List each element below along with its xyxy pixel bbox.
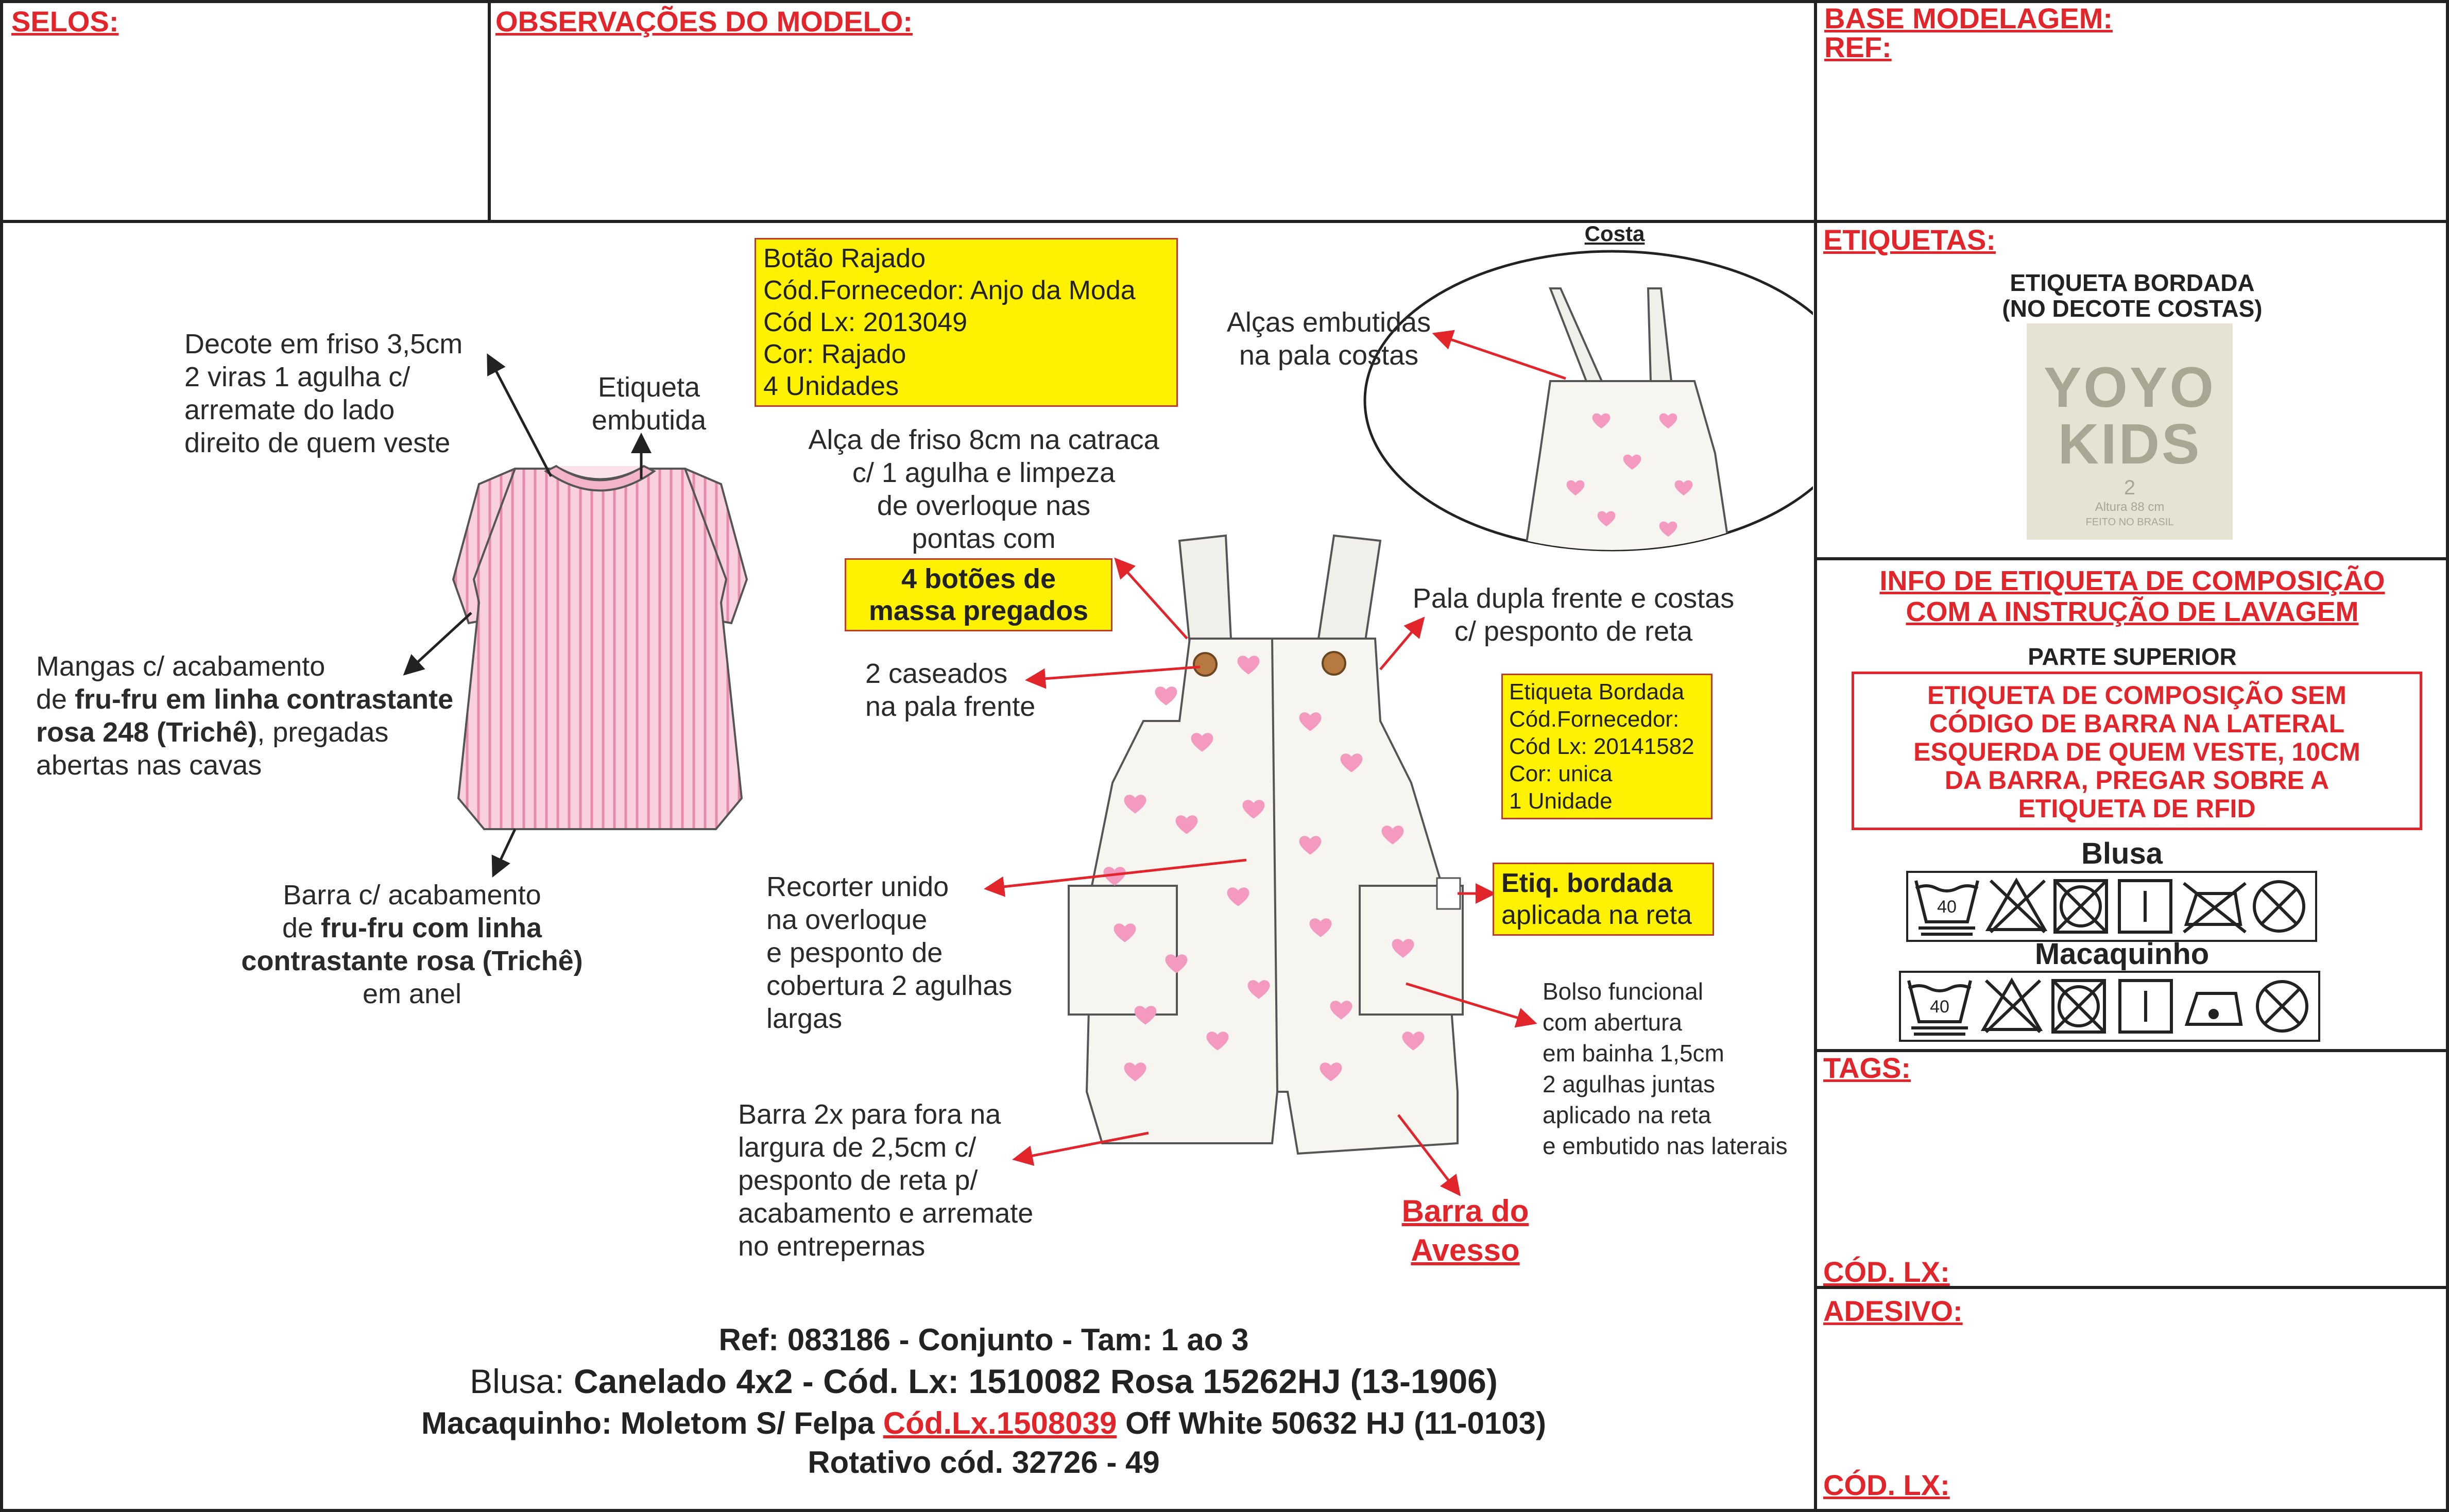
etiqueta-embutida-line: Etiqueta xyxy=(597,372,700,403)
alca-friso-line: Alça de friso 8cm na catraca xyxy=(808,424,1159,455)
footer-macaquinho-label: Macaquinho: Moletom S/ Felpa xyxy=(421,1406,883,1440)
botoes-box-line: massa pregados xyxy=(868,595,1089,626)
etiqueta-bordada-box-line: 1 Unidade xyxy=(1509,788,1613,814)
recorter-line: Recorter unido xyxy=(766,871,949,902)
mangas-bold: fru-fru em linha contrastante xyxy=(75,684,454,715)
barra-blusa-bold: fru-fru com linha xyxy=(321,913,542,943)
mangas-text: de xyxy=(36,684,75,715)
botao-rajado-box xyxy=(755,238,1178,407)
composition-line: ESQUERDA DE QUEM VESTE, 10CM xyxy=(1913,737,2360,766)
bolso-line: aplicado na reta xyxy=(1543,1102,1711,1128)
botao-box-line: Cód.Fornecedor: Anjo da Moda xyxy=(763,276,1136,305)
alca-friso-line: pontas com xyxy=(912,523,1056,554)
arrow-barra-blusa xyxy=(494,829,515,873)
recorter-line: largas xyxy=(766,1003,843,1034)
bolso-line: Bolso funcional xyxy=(1543,978,1703,1005)
pala-dupla-note xyxy=(1385,582,1761,648)
barra-2x-line: largura de 2,5cm c/ xyxy=(738,1132,977,1163)
caseados-line: 2 caseados xyxy=(865,658,1008,689)
alca-friso-line: de overloque nas xyxy=(877,490,1091,521)
etiqueta-bordada-box-line: Cód.Fornecedor: xyxy=(1509,707,1680,732)
alcas-embutidas-line: Alças embutidas xyxy=(1226,307,1431,338)
observacoes-heading: OBSERVAÇÕES DO MODELO: xyxy=(495,5,913,38)
pala-dupla-line: Pala dupla frente e costas xyxy=(1412,583,1735,614)
tags-heading: TAGS: xyxy=(1823,1052,1911,1084)
mangas-note xyxy=(36,650,453,782)
footer-macaquinho-color: Off White 50632 HJ (11-0103) xyxy=(1117,1406,1546,1440)
footer-macaquinho xyxy=(155,1406,1813,1441)
botao-box-line: 4 Unidades xyxy=(763,371,899,401)
info-title-line-1: INFO DE ETIQUETA DE COMPOSIÇÃO xyxy=(1879,565,2385,596)
cod-lx-1-heading: CÓD. LX: xyxy=(1823,1256,1950,1288)
recorter-line: cobertura 2 agulhas xyxy=(766,970,1013,1001)
composition-line: DA BARRA, PREGAR SOBRE A xyxy=(1944,766,2330,795)
wash-temp-macaquinho: 40 xyxy=(1930,997,1949,1017)
decote-line: direito de quem veste xyxy=(184,427,451,458)
label-made-in: FEITO NO BRASIL xyxy=(2085,517,2174,528)
no-tumble-dry-icon xyxy=(2055,881,2107,932)
bolso-line: 2 agulhas juntas xyxy=(1543,1071,1716,1097)
barra-2x-line: Barra 2x para fora na xyxy=(738,1099,1001,1130)
macaquinho-care-symbols xyxy=(1898,970,2321,1042)
label-height: Altura 88 cm xyxy=(2095,500,2165,514)
mangas-bold: rosa 248 (Trichê) xyxy=(36,717,258,748)
etiq-bordada-aplicada-box xyxy=(1493,863,1714,936)
blusa-care-symbols xyxy=(1906,870,2318,942)
footer-rotativo: Rotativo cód. 32726 - 49 xyxy=(808,1445,1160,1480)
base-modelagem-heading: BASE MODELAGEM: xyxy=(1824,2,2113,35)
mangas-line: abertas nas cavas xyxy=(36,750,262,781)
alca-friso-line: c/ 1 agulha e limpeza xyxy=(852,457,1116,488)
etiqueta-bordada-box xyxy=(1501,674,1712,819)
etiq-bordada-line: Etiq. bordada xyxy=(1501,868,1673,898)
barra-2x-line: pesponto de reta p/ xyxy=(738,1165,978,1196)
bolso-line: e embutido nas laterais xyxy=(1543,1132,1788,1159)
etiqueta-bordada-line-2: (NO DECOTE COSTAS) xyxy=(2002,295,2263,322)
cod-lx-2-heading: CÓD. LX: xyxy=(1823,1469,1950,1501)
blusa-care-label: Blusa xyxy=(2081,837,2163,870)
bolso-note xyxy=(1543,976,1788,1161)
alca-friso-note xyxy=(762,423,1205,555)
barra-blusa-line: Barra c/ acabamento xyxy=(283,880,541,910)
no-tumble-dry-icon xyxy=(2053,981,2104,1032)
arrow-barra-2x xyxy=(1017,1133,1149,1159)
etiqueta-bordada-line-1: ETIQUETA BORDADA xyxy=(2010,269,2255,296)
footer-blusa xyxy=(155,1362,1813,1401)
alcas-embutidas-note xyxy=(1200,306,1458,372)
info-composicao-title xyxy=(1823,565,2441,627)
ref-heading: REF: xyxy=(1824,31,1892,63)
composition-line: ETIQUETA DE RFID xyxy=(2018,794,2256,823)
barra-avesso-note xyxy=(1380,1192,1550,1270)
botao-box-line: Botão Rajado xyxy=(763,244,926,273)
barra-2x-line: acabamento e arremate xyxy=(738,1198,1034,1229)
mangas-text: , pregadas xyxy=(257,717,389,748)
botoes-box-line: 4 botões de xyxy=(901,563,1056,594)
barra-blusa-text: de xyxy=(282,913,321,943)
adesivo-heading: ADESIVO: xyxy=(1823,1295,1963,1327)
recorter-line: e pesponto de xyxy=(766,937,943,968)
footer-blusa-label: Blusa: xyxy=(470,1362,574,1400)
composition-line: CÓDIGO DE BARRA NA LATERAL xyxy=(1929,709,2345,738)
selos-heading: SELOS: xyxy=(11,5,119,38)
etiqueta-bordada-box-line: Cód Lx: 20141582 xyxy=(1509,734,1694,759)
footer-ref: Ref: 083186 - Conjunto - Tam: 1 ao 3 xyxy=(718,1322,1249,1357)
alcas-embutidas-line: na pala costas xyxy=(1239,340,1419,371)
barra-2x-note xyxy=(738,1098,1033,1263)
barra-blusa-bold: contrastante rosa (Trichê) xyxy=(241,946,583,976)
barra-blusa-note xyxy=(196,879,628,1010)
botao-box-line: Cor: Rajado xyxy=(763,339,906,369)
decote-line: 2 viras 1 agulha c/ xyxy=(184,362,410,392)
bolso-line: em bainha 1,5cm xyxy=(1543,1040,1724,1067)
parte-superior-label: PARTE SUPERIOR xyxy=(2028,643,2237,670)
label-size: 2 xyxy=(2123,476,2136,499)
composition-line: ETIQUETA DE COMPOSIÇÃO SEM xyxy=(1927,681,2347,710)
barra-2x-line: no entrepernas xyxy=(738,1231,926,1262)
decote-note xyxy=(184,328,463,459)
etiqueta-bordada-box-line: Etiqueta Bordada xyxy=(1509,679,1685,705)
macaquinho-care-label: Macaquinho xyxy=(2034,937,2210,971)
romper-back-drawing xyxy=(1525,288,1731,556)
caseados-note xyxy=(865,657,1035,723)
arrow-decote xyxy=(489,358,551,476)
etiq-bordada-line: aplicada na reta xyxy=(1501,900,1692,930)
footer-macaquinho-code: Cód.Lx.1508039 xyxy=(883,1406,1117,1440)
arrow-caseados xyxy=(1030,667,1200,680)
etiqueta-bordada-box-line: Cor: unica xyxy=(1509,761,1613,786)
costa-label: Costa xyxy=(1584,221,1645,246)
wash-temp-blusa: 40 xyxy=(1937,897,1957,917)
blouse-drawing xyxy=(453,466,747,829)
recorter-line: na overloque xyxy=(766,904,928,935)
arrow-botoes xyxy=(1118,561,1187,639)
footer-blusa-spec: Canelado 4x2 - Cód. Lx: 1510082 Rosa 15262HJ (13-1906) xyxy=(573,1362,1498,1400)
barra-avesso-line: Avesso xyxy=(1411,1233,1520,1267)
recorter-note xyxy=(766,870,1012,1035)
composition-box xyxy=(1852,672,2422,830)
bolso-line: com abertura xyxy=(1543,1009,1683,1036)
info-title-line-2: COM A INSTRUÇÃO DE LAVAGEM xyxy=(1906,596,2359,627)
label-brand-line-1: YOYO xyxy=(2044,356,2216,419)
barra-blusa-line: em anel xyxy=(362,978,462,1009)
botao-box-line: Cód Lx: 2013049 xyxy=(763,307,968,337)
brand-label-image xyxy=(2027,323,2233,540)
barra-avesso-line: Barra do xyxy=(1401,1194,1529,1228)
decote-line: Decote em friso 3,5cm xyxy=(184,329,463,359)
botoes-massa-box xyxy=(845,558,1112,631)
pala-dupla-line: c/ pesponto de reta xyxy=(1454,616,1693,647)
label-brand-line-2: KIDS xyxy=(2058,413,2202,476)
etiqueta-bordada-title xyxy=(1906,270,2359,321)
etiqueta-embutida-line: embutida xyxy=(591,405,707,436)
mangas-line: Mangas c/ acabamento xyxy=(36,651,326,682)
caseados-line: na pala frente xyxy=(865,691,1036,722)
decote-line: arremate do lado xyxy=(184,394,395,425)
etiquetas-heading: ETIQUETAS: xyxy=(1823,224,1996,256)
etiqueta-embutida-note xyxy=(577,371,721,437)
